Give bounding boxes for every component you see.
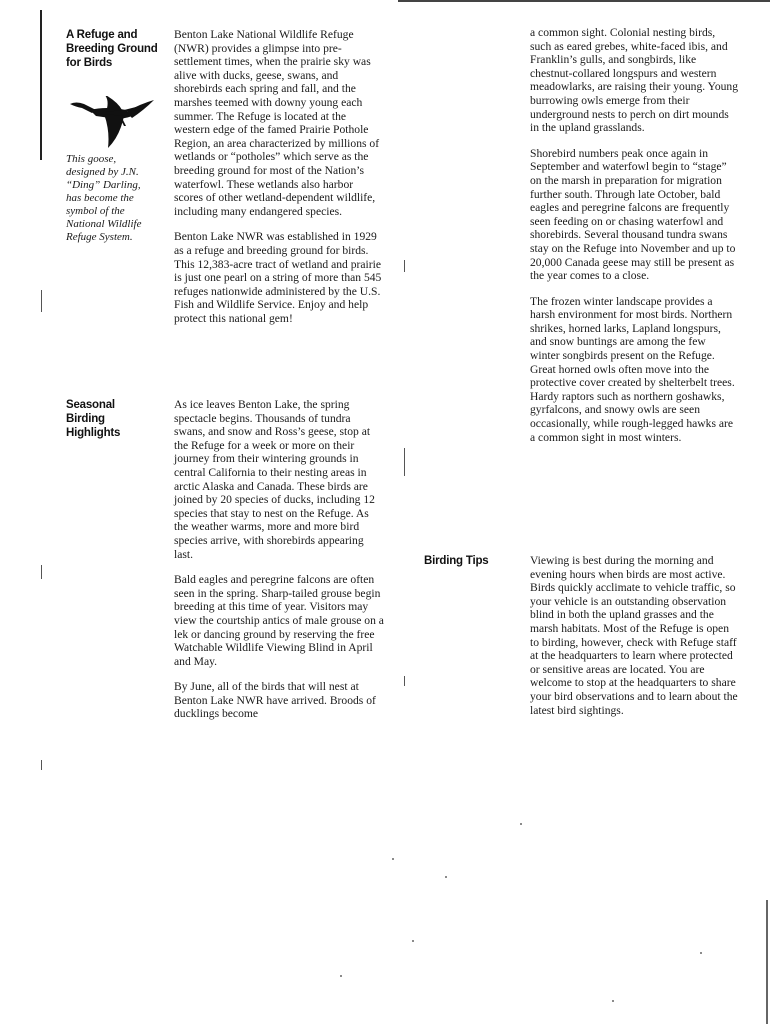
paragraph: a common sight. Colonial nesting birds, such as eared grebes, white-faced ibis, and Franklin’s gulls, and songbirds, like chestnut-collared longspurs and western meadowlarks, are raising their young. Young burrowing owls emerge from their underground nests to perch on dirt mounds in the upland grasslands.	[530, 26, 739, 135]
right-column-body	[530, 26, 738, 456]
scan-dot	[340, 975, 342, 977]
birding-tips-body	[530, 554, 738, 729]
refuge-body	[174, 28, 384, 337]
refuge-heading: A Refuge and Breeding Ground for Birds	[66, 29, 158, 69]
right-edge-rule	[766, 900, 768, 1024]
paragraph: Bald eagles and peregrine falcons are often seen in the spring. Sharp-tailed grouse begin breeding at this time of year. Visitors may view the courtship antics of male grouse on a lek or dancing ground by reserving the free Watchable Wildlife Viewing Blind in April and May.	[174, 573, 384, 668]
paragraph: Benton Lake NWR was established in 1929 as a refuge and breeding ground for birds. This 12,383-acre tract of wetland and prairie is just one pearl on a string of more than 545 refuges nationwide administered by the U.S. Fish and Wildlife Service. Enjoy and help protect this national gem!	[174, 230, 382, 325]
scan-dot	[445, 876, 447, 878]
scan-mark	[404, 448, 405, 476]
goose-caption: This goose, designed by J.N. “Ding” Darling, has become the symbol of the National Wildlife Refuge System.	[66, 153, 142, 243]
paragraph: Benton Lake National Wildlife Refuge (NWR) provides a glimpse into pre-settlement times, when the prairie sky was alive with ducks, geese, swans, and shorebirds each spring and fall, and the marshes teemed with downy young each summer. The Refuge is located at the western edge of the famed Prairie Pothole Region, an area characterized by millions of wetlands or “potholes” which serve as the breeding ground for most of the Nation’s waterfowl. These wetlands also harbor scores of other wetland-dependent wildlife, including many endangered species.	[174, 28, 380, 218]
paragraph: Viewing is best during the morning and evening hours when birds are most active. Birds quickly acclimate to vehicle traffic, so your vehicle is an outstanding observation blind in both the upland grasses and the marsh habitats. Most of the Refuge is open to birding, however, check with Refuge staff at the headquarters to learn where protected or sensitive areas are located. You are welcome to stop at the headquarters to share your bird observations and to learn about the latest bird sightings.	[530, 554, 738, 717]
top-rule	[398, 0, 770, 2]
paragraph: By June, all of the birds that will nest at Benton Lake NWR have arrived. Broods of ducklings become	[174, 680, 376, 721]
paragraph: Shorebird numbers peak once again in September and waterfowl begin to “stage” on the marsh in preparation for migration further south. Through late October, bald eagles and peregrine falcons are frequently seen feeding on or chasing waterfowl and shorebirds. Several thousand tundra swans stay on the Refuge into November and up to 20,000 Canada geese may still be present as the year comes to a close.	[530, 146, 736, 283]
scan-mark	[41, 565, 42, 579]
paragraph: As ice leaves Benton Lake, the spring spectacle begins. Thousands of tundra swans, and snow and Ross’s geese, stop at the Refuge for a week or more on their journey from their wintering grounds in central California to their nesting areas in arctic Alaska and Canada. These birds are joined by 20 species of ducks, including 12 species that stay to nest on the Refuge. As the weather warms, more and more bird species arrive, with shorebirds appearing last.	[174, 398, 375, 561]
scan-dot	[612, 1000, 614, 1002]
scan-mark	[404, 260, 405, 272]
birding-tips-heading: Birding Tips	[424, 555, 489, 567]
scan-mark	[404, 676, 405, 686]
scan-dot	[392, 858, 394, 860]
paragraph: The frozen winter landscape provides a harsh environment for most birds. Northern shrikes, horned larks, Lapland longspurs, and snow buntings are among the few winter songbirds present on the Refuge. Great horned owls often move into the protective cover created by shelterbelt trees. Hardy raptors such as northern goshawks, gyrfalcons, and snowy owls are seen occasionally, while rough-legged hawks are a common sight in most winters.	[530, 294, 735, 444]
scan-dot	[520, 823, 522, 825]
left-margin-rule	[40, 10, 42, 160]
seasonal-body	[174, 398, 384, 733]
scan-mark	[41, 290, 42, 312]
scan-dot	[700, 952, 702, 954]
seasonal-heading: Seasonal Birding Highlights	[66, 399, 121, 439]
scan-dot	[412, 940, 414, 942]
blue-goose-logo-icon	[66, 96, 162, 150]
scan-mark	[41, 760, 42, 770]
